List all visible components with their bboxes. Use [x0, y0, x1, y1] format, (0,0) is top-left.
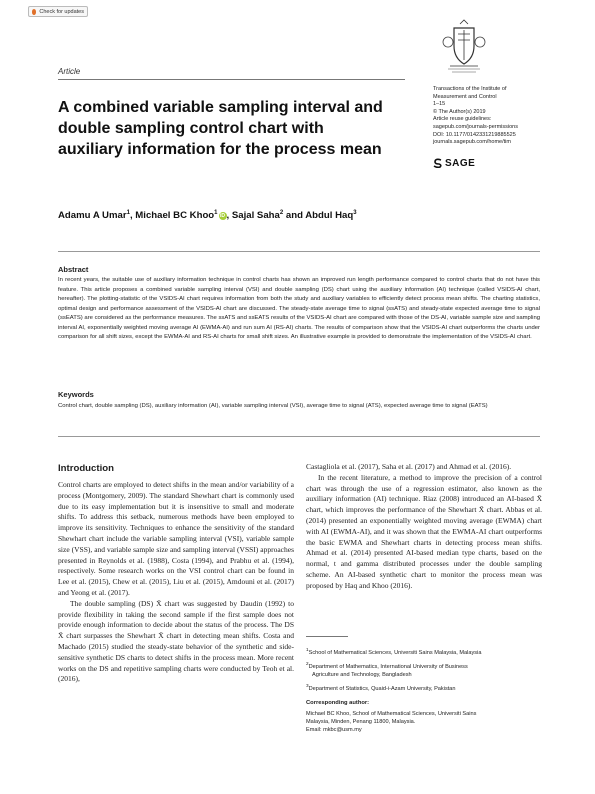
author-affiliation-number: 1	[126, 210, 130, 216]
corresponding-email-link[interactable]: Email: mkbc@usm.my	[306, 727, 362, 733]
author-name[interactable]: Michael BC Khoo	[135, 210, 215, 222]
body-paragraph: In the recent literature, a method to improve the precision of a control chart was through the use of a regression estimator, also known as the auxiliary information (AI) technique. Riaz (2008) introduced an AI-based X̄ chart, which improves the performance of the Shewhart X̄ chart. Abbas et al. (2014) presented an exponentially weighted moving average (EWMA) chart with AI (EWMA-AI), and it was shown that the EWMA-AI chart outperforms the basic EWMA and Shewhart charts in detecting process mean shifts. Ahmad et al. (2014) presented AI-based median type charts, based on the normal, t and gamma distributed processes under the double sampling scheme. An AI-based synthetic chart to monitor the process mean was proposed by Haq and Khoo (2016).	[306, 472, 542, 590]
update-icon	[32, 9, 36, 15]
author-affiliation-number: 2	[279, 210, 284, 216]
affiliation-item	[306, 682, 542, 693]
journal-home-link[interactable]: journals.sagepub.com/home/tim	[433, 139, 511, 146]
right-column	[306, 462, 542, 592]
institute-crest-icon	[436, 18, 492, 74]
header-divider	[58, 79, 405, 80]
journal-info-line: © The Author(s) 2019	[433, 108, 486, 115]
affiliation-text: Agriculture and Technology, Bangladesh	[312, 671, 412, 678]
check-for-updates-button[interactable]	[28, 6, 88, 17]
permissions-link[interactable]: sagepub.com/journals-permissions	[433, 123, 518, 130]
keywords-text: Control chart, double sampling (DS), auxiliary information (AI), variable sampling interval (VSI), average time to signal (ATS), expected average time to signal (EATS)	[58, 403, 488, 409]
journal-info-line: Article reuse guidelines:	[433, 116, 492, 123]
orcid-icon[interactable]: iD	[220, 212, 226, 219]
author-separator: ,	[226, 210, 232, 222]
affiliation-item	[306, 660, 542, 679]
affiliation-number: 3	[306, 682, 309, 688]
article-type-label: Article	[58, 67, 81, 76]
body-paragraph: Control charts are employed to detect shifts in the mean and/or variability of a process (Montgomery, 2009). The standard Shewhart chart is commonly used due to its easy implementation but it is insensitive to small and moderate shifts. To address this setback, numerous methods have been employed to improve its sensitivity. Techniques to enhance the sensitivity of the standard Shewhart chart include the variable sampling interval (VSI), variable sample size (VSS), and variable sample size and sampling interval (VSSI) approaches presented in Reynolds et al. (1988), Costa (1994), and Prabhu et al. (1994), respectively. Some research works on the VSI control chart can be found in Lee et al. (2015), Chew et al. (2015), Liu et al. (2015), Amdouni et al. (2017) and Yeong et al. (2017).	[58, 480, 294, 597]
affiliations	[306, 646, 542, 696]
corresponding-author-heading: Corresponding author:	[306, 700, 370, 706]
check-for-updates-label: Check for updates	[39, 8, 84, 15]
introduction-heading: Introduction	[58, 463, 114, 474]
sage-logo-icon	[433, 158, 443, 168]
affiliation-text: School of Mathematical Sciences, Universiti Sains Malaysia, Malaysia	[308, 649, 482, 656]
author-list	[58, 210, 357, 221]
author-name[interactable]: Adamu A Umar	[58, 210, 127, 222]
corresponding-line: Michael BC Khoo, School of Mathematical Sciences, Universiti Sains	[306, 711, 477, 717]
affiliation-number: 1	[306, 647, 309, 652]
journal-info-line: 1–15	[433, 101, 446, 108]
doi-link[interactable]: DOI: 10.1177/0142331219885525	[433, 131, 516, 138]
journal-info	[433, 86, 563, 147]
affiliation-item	[306, 646, 542, 657]
affiliation-text: Department of Statistics, Quaid-i-Azam University, Pakistan	[308, 685, 456, 692]
body-paragraph: The double sampling (DS) X̄ chart was suggested by Daudin (1992) to provide flexibility in taking the second sample if the first sample does not provide enough information to decide about the status of the process. The DS X̄ chart surpasses the Shewhart X̄ chart in detecting mean shifts. Costa and Machado (2015) studied the steady-state behavior of the synthetic and side-sensitive synthetic DS charts to detect shifts in the process mean. More recent works on the DS and repetitive sampling charts were conducted by Teoh et al. (2016),	[58, 598, 294, 684]
corresponding-line: Malaysia, Minden, Penang 11800, Malaysia.	[306, 719, 416, 725]
author-separator: and	[283, 210, 306, 222]
author-affiliation-number: 3	[353, 210, 357, 216]
author-separator: ,	[129, 210, 136, 222]
article-title: A combined variable sampling interval and double sampling control chart with auxiliary information for the process mean	[58, 99, 383, 158]
affiliation-number: 2	[306, 660, 309, 666]
author-affiliation-number: 1	[214, 210, 218, 216]
abstract-text: In recent years, the suitable use of auxiliary information technique in control charts has shown an improved run length performance compared to control charts that do not have this feature. This article proposes a combined variable sampling interval (VSI) and double sampling (DS) chart using the auxiliary information (AI) technique (called VSIDS-AI chart, hereafter). The plotting-statistic of the VSIDS-AI chart requires information from both the study and auxiliary variables to efficiently detect process mean shifts. The charting statistics, optimal design and performance assessment of the VSIDS-AI chart are discussed. The steady-state average time to signal (ssATS) and steady-state expected average time to signal (ssEATS) are considered as the performance measures. The ssATS and ssEATS results of the VSIDS-AI chart are compared with those of the DS-AI, variable sample size and sampling interval AI, exponentially weighted moving average AI (EWMA-AI) and run sum AI (RS-AI) charts. The results of comparison show that the VSIDS-AI chart outperforms the charts under comparison for all shift sizes, except the EWMA-AI and RS-AI charts for small shift sizes. An illustrative example is provided to demonstrate the implementation of the VSIDS-AI chart.	[58, 277, 540, 340]
affiliation-text: Department of Mathematics, International University of Business	[308, 663, 468, 670]
publisher-name: SAGE	[445, 157, 476, 169]
journal-info-line: Measurement and Control	[433, 93, 497, 100]
abstract-heading: Abstract	[58, 265, 89, 274]
left-column	[58, 480, 294, 685]
abstract-top-divider	[58, 251, 540, 252]
body-paragraph: Castagliola et al. (2017), Saha et al. (2017) and Ahmad et al. (2016).	[306, 462, 512, 471]
keywords-heading: Keywords	[58, 390, 94, 399]
corresponding-author-details	[306, 710, 542, 734]
footnote-divider	[306, 636, 348, 637]
author-name[interactable]: Abdul Haq	[305, 210, 354, 222]
journal-info-line: Transactions of the Institute of	[433, 86, 507, 92]
publisher-logo	[433, 156, 475, 170]
author-name[interactable]: Sajal Saha	[231, 210, 280, 222]
keywords-bottom-divider	[58, 436, 540, 437]
